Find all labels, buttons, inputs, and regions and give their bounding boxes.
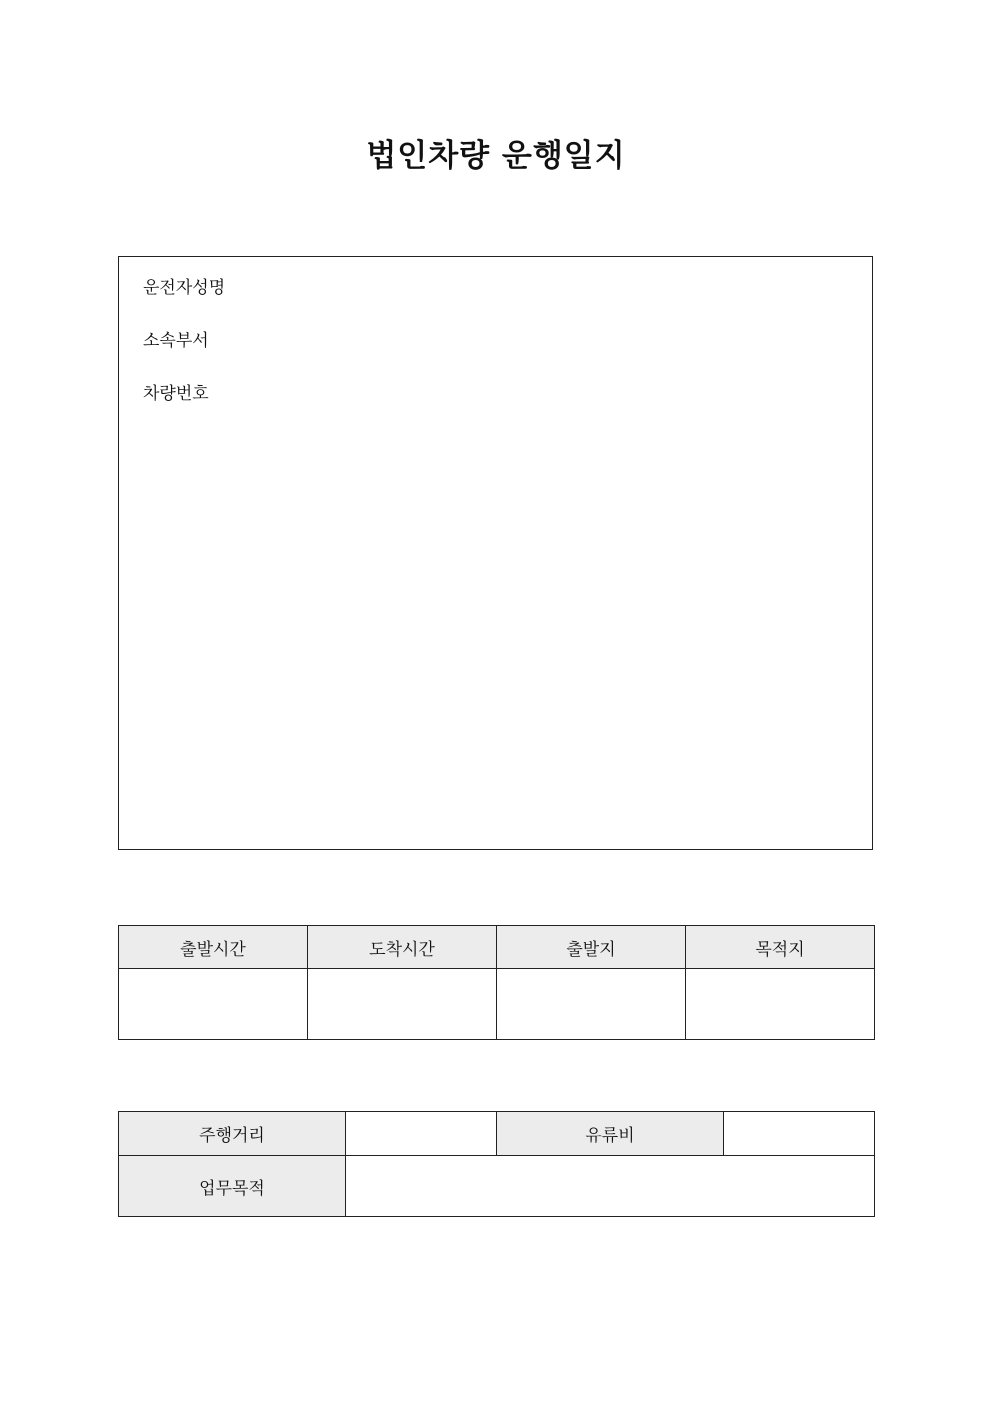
trip-table-row — [119, 969, 875, 1040]
fuel-cost-value-cell[interactable] — [724, 1112, 875, 1156]
distance-value-cell[interactable] — [346, 1112, 497, 1156]
cost-table-row — [119, 1112, 875, 1156]
purpose-row — [119, 1156, 875, 1217]
page-title: 법인차량 운행일지 — [366, 138, 626, 174]
department-label: 소속부서 — [143, 331, 209, 351]
driver-info-box — [118, 256, 873, 850]
business-purpose-value-cell[interactable] — [346, 1156, 875, 1217]
driver-name-label: 운전자성명 — [143, 278, 226, 298]
fuel-cost-label: 유류비 — [497, 1112, 724, 1156]
business-purpose-label: 업무목적 — [119, 1156, 346, 1217]
cost-table — [118, 1111, 875, 1217]
arrival-time-cell[interactable] — [308, 969, 497, 1040]
distance-label: 주행거리 — [119, 1112, 346, 1156]
vehicle-number-label: 차량번호 — [143, 384, 209, 404]
arrival-time-header: 도착시간 — [308, 926, 497, 969]
trip-table-header-row — [119, 926, 875, 969]
destination-header: 목적지 — [686, 926, 875, 969]
departure-time-cell[interactable] — [119, 969, 308, 1040]
destination-cell[interactable] — [686, 969, 875, 1040]
departure-place-header: 출발지 — [497, 926, 686, 969]
departure-place-cell[interactable] — [497, 969, 686, 1040]
departure-time-header: 출발시간 — [119, 926, 308, 969]
trip-table — [118, 925, 875, 1040]
